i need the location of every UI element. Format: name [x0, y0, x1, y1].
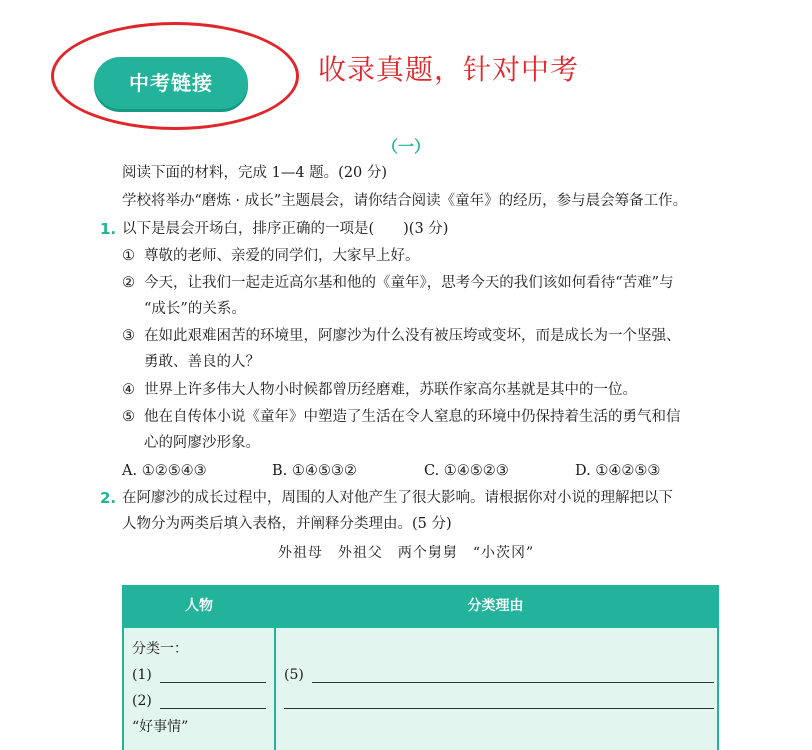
people-list: 外祖母 外祖父 两个舅舅 “小茨冈” [277, 545, 535, 561]
context-text: 学校将举办“磨炼 · 成长”主题晨会，请你结合阅读《童年》的经历，参与晨会筹备工作。 [122, 193, 688, 209]
item-text-continued: 勇敢、善良的人？ [144, 354, 260, 370]
item-text-continued: 心的阿廖沙形象。 [144, 435, 260, 451]
option-b: B. ①④⑤③② [272, 463, 357, 479]
item-marker: ① [122, 248, 135, 264]
answer-blank-reason-2[interactable] [284, 708, 714, 709]
header-people: 人物 [124, 585, 274, 628]
item-text: 今天，让我们一起走近高尔基和他的《童年》，思考今天的我们该如何看待“苦难”与 [144, 275, 674, 291]
question-2-stem: 在阿廖沙的成长过程中，周围的人对他产生了很大影响。请根据你对小说的理解把以下 [122, 490, 673, 506]
group-1-label: 分类一： [132, 641, 188, 657]
answer-blank-reason-1[interactable] [312, 682, 714, 683]
blank-1-label: (1) [132, 667, 152, 683]
option-d: D. ①④②⑤③ [575, 463, 661, 479]
item-marker: ⑤ [122, 409, 135, 425]
classification-table [122, 585, 719, 750]
reason-label: (5) [284, 667, 304, 683]
item-text: 在如此艰难困苦的环境里，阿廖沙为什么没有被压垮或变坏，而是成长为一个坚强、 [144, 328, 681, 344]
item-marker: ④ [122, 382, 135, 398]
exam-link-badge: 中考链接 [94, 57, 248, 109]
question-number-2: 2. [100, 489, 117, 507]
instruction-text: 阅读下面的材料，完成 1—4 题。(20 分) [122, 165, 388, 181]
answer-blank-1[interactable] [160, 682, 266, 683]
blank-2-label: (2) [132, 693, 152, 709]
item-marker: ③ [122, 328, 135, 344]
question-1-stem: 以下是晨会开场白，排序正确的一项是( )(3 分) [122, 221, 449, 237]
item-marker: ② [122, 275, 135, 291]
answer-blank-2[interactable] [160, 708, 266, 709]
option-a: A. ①②⑤④③ [122, 463, 207, 479]
question-2-stem-continued: 人物分为两类后填入表格，并阐释分类理由。(5 分) [122, 516, 452, 532]
item-text: 尊敬的老师、亲爱的同学们，大家早上好。 [144, 248, 420, 264]
section-title: （一） [381, 137, 430, 156]
header-reason: 分类理由 [274, 585, 717, 628]
item-text: 他在自传体小说《童年》中塑造了生活在令人窒息的环境中仍保持着生活的勇气和信 [144, 409, 681, 425]
column-divider [274, 628, 276, 750]
question-number-1: 1. [100, 220, 117, 238]
headline-annotation: 收录真题，针对中考 [318, 53, 580, 86]
extra-name: “好事情” [132, 719, 189, 735]
option-c: C. ①④⑤②③ [424, 463, 509, 479]
item-text-continued: “成长”的关系。 [144, 301, 246, 317]
item-text: 世界上许多伟大人物小时候都曾历经磨难，苏联作家高尔基就是其中的一位。 [144, 382, 637, 398]
